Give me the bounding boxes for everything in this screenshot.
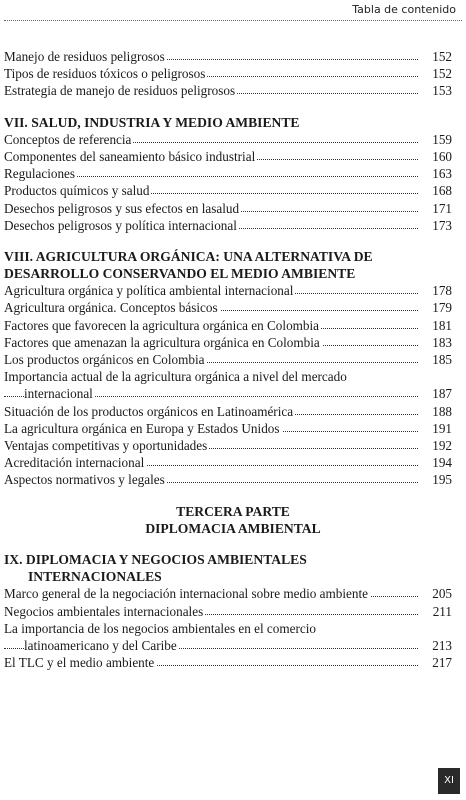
toc-ix-list: [4, 585, 466, 619]
section-title-viii-line2: DESARROLLO CONSERVANDO EL MEDIO AMBIENTE: [4, 266, 356, 282]
toc-top-list: [4, 48, 466, 100]
toc-entry[interactable]: [4, 65, 466, 82]
toc-entry-label: Regulaciones: [4, 166, 76, 182]
toc-viii-list: [4, 282, 466, 368]
toc-entry[interactable]: [4, 385, 466, 402]
toc-entry[interactable]: [4, 351, 466, 368]
toc-entry-page: 181: [432, 317, 452, 333]
toc-entry[interactable]: [4, 637, 466, 654]
toc-entry-label: Aspectos normativos y legales: [4, 472, 165, 488]
toc-entry[interactable]: [4, 200, 466, 217]
toc-entry[interactable]: [4, 82, 466, 99]
running-title: Tabla de contenido: [352, 3, 456, 16]
toc-entry-label: Factores que favorecen la agricultura orgánica en Colombia: [4, 317, 320, 333]
toc-entry-label: internacional: [24, 386, 93, 402]
toc-entry-label: El TLC y el medio ambiente: [4, 655, 155, 671]
section-title-ix-line2: INTERNACIONALES: [28, 569, 162, 585]
toc-entry[interactable]: [4, 368, 466, 385]
toc-entry-label: La importancia de los negocios ambientales en el comercio: [4, 620, 316, 636]
toc-entry[interactable]: [4, 437, 466, 454]
toc-entry-page: 160: [432, 148, 452, 164]
toc-entry[interactable]: [4, 603, 466, 620]
toc-entry-label: Marco general de la negociación internacional sobre medio ambiente: [4, 586, 368, 602]
toc-entry-label: Conceptos de referencia: [4, 131, 132, 147]
toc-entry-label: Acreditación internacional: [4, 455, 145, 471]
toc-entry[interactable]: [4, 334, 466, 351]
toc-entry[interactable]: [4, 217, 466, 234]
toc-entry[interactable]: [4, 299, 466, 316]
toc-entry-label: Los productos orgánicos en Colombia: [4, 352, 205, 368]
toc-ix-list-2: [4, 654, 466, 671]
toc-entry-label: Agricultura orgánica. Conceptos básicos: [4, 300, 218, 316]
toc-entry[interactable]: [4, 165, 466, 182]
toc-entry-page: 173: [432, 217, 452, 233]
toc-entry[interactable]: [4, 403, 466, 420]
toc-entry-label: Factores que amenazan la agricultura orgánica en Colombia: [4, 334, 320, 350]
toc-entry[interactable]: [4, 471, 466, 488]
toc-vii-list: [4, 131, 466, 234]
toc-entry-label: Negocios ambientales internacionales: [4, 603, 204, 619]
toc-entry-page: 217: [432, 655, 452, 671]
toc-entry-page: 211: [432, 603, 452, 619]
toc-entry[interactable]: [4, 420, 466, 437]
toc-entry-label: Componentes del saneamiento básico industrial: [4, 148, 256, 164]
toc-entry-page: 205: [432, 586, 452, 602]
toc-entry-label: Desechos peligrosos y sus efectos en lasalud: [4, 200, 240, 216]
toc-entry-page: 185: [432, 352, 452, 368]
section-title-ix-line1: IX. DIPLOMACIA Y NEGOCIOS AMBIENTALES: [4, 551, 307, 567]
toc-entry[interactable]: [4, 48, 466, 65]
toc-entry-label: Desechos peligrosos y política internacional: [4, 217, 237, 233]
toc-entry-page: 163: [432, 166, 452, 182]
header-rule: [4, 20, 462, 21]
toc-entry[interactable]: [4, 282, 466, 299]
toc-entry-page: 191: [432, 420, 452, 436]
toc-entry-label: Estrategia de manejo de residuos peligrosos: [4, 83, 236, 99]
toc-entry-label: latinoamericano y del Caribe: [24, 637, 177, 653]
toc-entry-page: 192: [432, 437, 452, 453]
page-number: XI: [438, 768, 460, 794]
toc-entry[interactable]: [4, 585, 466, 602]
toc-content: [4, 48, 466, 671]
toc-entry[interactable]: [4, 182, 466, 199]
toc-entry-page: 171: [432, 200, 452, 216]
toc-entry[interactable]: [4, 654, 466, 671]
part-heading-line2: DIPLOMACIA AMBIENTAL: [145, 520, 321, 536]
toc-entry-label: Importancia actual de la agricultura orgánica a nivel del mercado: [4, 369, 347, 385]
toc-entry-page: 168: [432, 183, 452, 199]
part-heading-line1: TERCERA PARTE: [176, 503, 290, 519]
toc-entry-label: Ventajas competitivas y oportunidades: [4, 437, 208, 453]
toc-entry-page: 159: [432, 131, 452, 147]
toc-entry-page: 188: [432, 403, 452, 419]
toc-entry-label: Productos químicos y salud: [4, 183, 150, 199]
toc-entry[interactable]: [4, 148, 466, 165]
toc-entry-label: Manejo de residuos peligrosos: [4, 49, 165, 64]
toc-entry[interactable]: [4, 620, 466, 637]
toc-viii-list-2: [4, 403, 466, 489]
toc-entry-page: 187: [432, 386, 452, 402]
toc-entry[interactable]: [4, 131, 466, 148]
toc-entry-page: 195: [432, 472, 452, 488]
toc-entry-page: 152: [432, 66, 452, 82]
section-title-viii: [4, 248, 466, 282]
toc-entry-label: Agricultura orgánica y política ambiental internacional: [4, 283, 294, 299]
toc-entry-page: 183: [432, 334, 452, 350]
section-title-vii: VII. SALUD, INDUSTRIA Y MEDIO AMBIENTE: [4, 114, 300, 130]
toc-entry-page: 213: [432, 637, 452, 653]
section-title-viii-line1: VIII. AGRICULTURA ORGÁNICA: UNA ALTERNATIVA DE: [4, 248, 373, 264]
toc-entry-label: Tipos de residuos tóxicos o peligrosos: [4, 66, 206, 82]
toc-entry-page: 152: [432, 49, 452, 64]
toc-entry-page: 153: [432, 83, 452, 99]
toc-entry-label: Situación de los productos orgánicos en Latinoamérica: [4, 403, 294, 419]
part-heading: [0, 503, 466, 537]
toc-entry-page: 179: [432, 300, 452, 316]
section-title-ix: [4, 551, 466, 585]
toc-entry-page: 178: [432, 283, 452, 299]
toc-entry-label: La agricultura orgánica en Europa y Estados Unidos: [4, 420, 280, 436]
toc-entry-page: 194: [432, 455, 452, 471]
toc-entry[interactable]: [4, 317, 466, 334]
toc-entry[interactable]: [4, 454, 466, 471]
